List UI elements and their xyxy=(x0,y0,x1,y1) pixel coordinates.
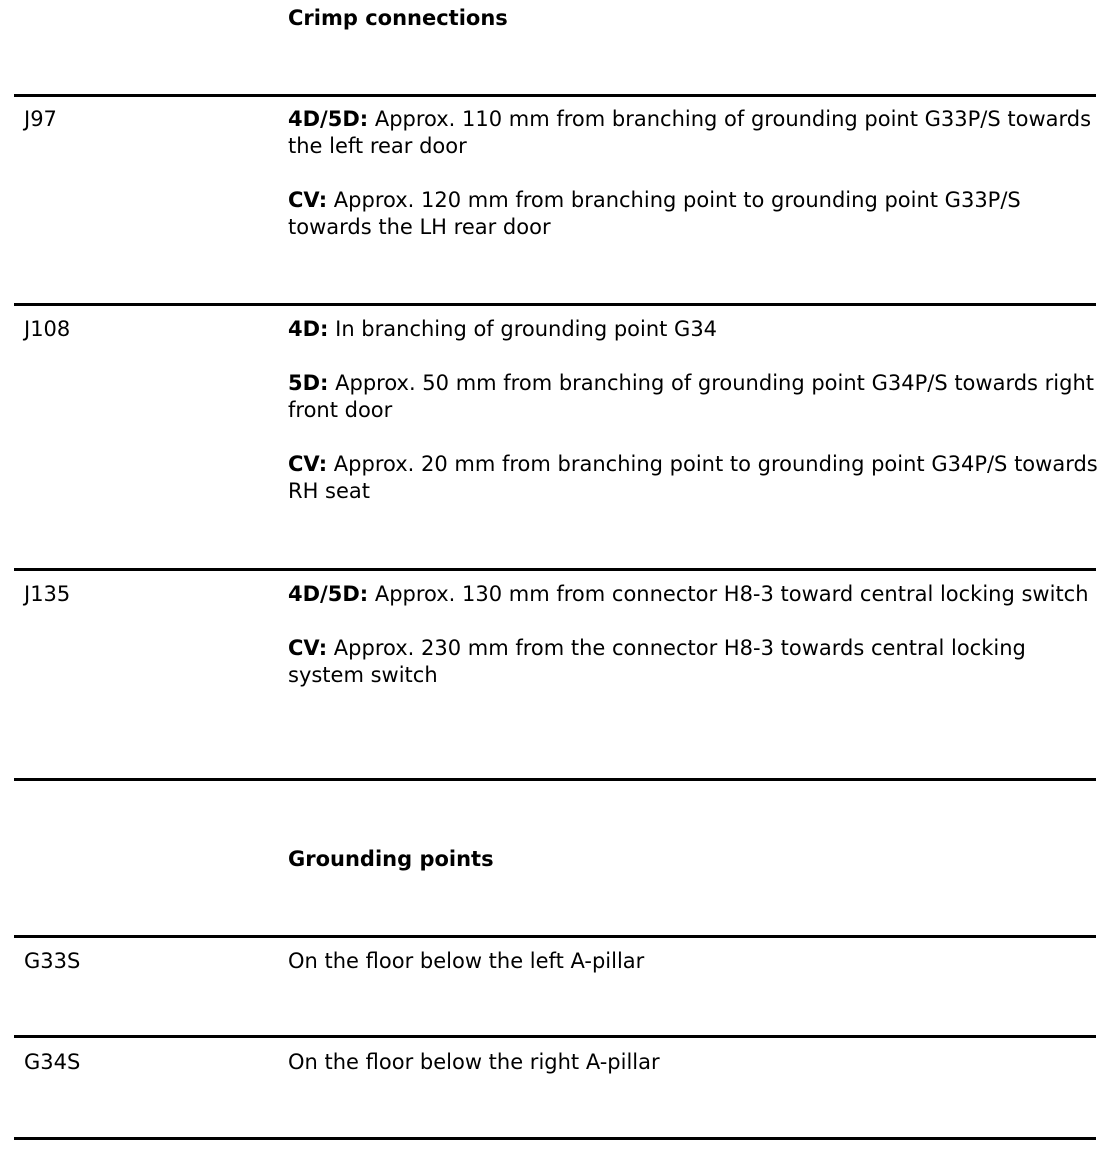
table-divider xyxy=(14,935,1096,938)
grounding-code-g33s: G33S xyxy=(24,949,81,973)
table-divider xyxy=(14,568,1096,571)
grounding-points-heading: Grounding points xyxy=(288,847,494,871)
variant-label: CV: xyxy=(288,636,328,660)
table-divider xyxy=(14,1137,1096,1140)
variant-label: CV: xyxy=(288,188,328,212)
description-entry xyxy=(288,451,1100,505)
table-divider xyxy=(14,94,1096,97)
variant-label: CV: xyxy=(288,452,328,476)
connection-description-j108 xyxy=(288,316,1100,505)
description-text: Approx. 130 mm from connector H8-3 toward central locking switch xyxy=(368,582,1089,606)
grounding-location-g33s: On the floor below the left A-pillar xyxy=(288,949,645,973)
connection-code-j108: J108 xyxy=(24,317,71,341)
table-divider xyxy=(14,778,1096,781)
crimp-connections-heading: Crimp connections xyxy=(288,6,508,30)
connection-code-j135: J135 xyxy=(24,582,71,606)
variant-label: 4D: xyxy=(288,317,329,341)
table-divider xyxy=(14,1035,1096,1038)
variant-label: 5D: xyxy=(288,371,329,395)
variant-label: 4D/5D: xyxy=(288,582,369,606)
description-text: Approx. 230 mm from the connector H8-3 towards central locking system switch xyxy=(288,636,1026,687)
description-entry xyxy=(288,581,1100,608)
connection-description-j97 xyxy=(288,106,1100,241)
description-entry xyxy=(288,187,1100,241)
description-text: Approx. 50 mm from branching of grounding point G34P/S towards right front door xyxy=(288,371,1094,422)
connection-description-j135 xyxy=(288,581,1100,689)
description-text: Approx. 120 mm from branching point to grounding point G33P/S towards the LH rear door xyxy=(288,188,1021,239)
grounding-location-g34s: On the floor below the right A-pillar xyxy=(288,1050,660,1074)
description-text: Approx. 110 mm from branching of grounding point G33P/S towards the left rear door xyxy=(288,107,1092,158)
description-text: In branching of grounding point G34 xyxy=(328,317,718,341)
connection-code-j97: J97 xyxy=(24,107,57,131)
description-text: Approx. 20 mm from branching point to grounding point G34P/S towards RH seat xyxy=(288,452,1098,503)
description-entry xyxy=(288,106,1100,160)
table-divider xyxy=(14,303,1096,306)
description-entry xyxy=(288,316,1100,343)
variant-label: 4D/5D: xyxy=(288,107,369,131)
description-entry xyxy=(288,370,1100,424)
grounding-code-g34s: G34S xyxy=(24,1050,81,1074)
description-entry xyxy=(288,635,1100,689)
